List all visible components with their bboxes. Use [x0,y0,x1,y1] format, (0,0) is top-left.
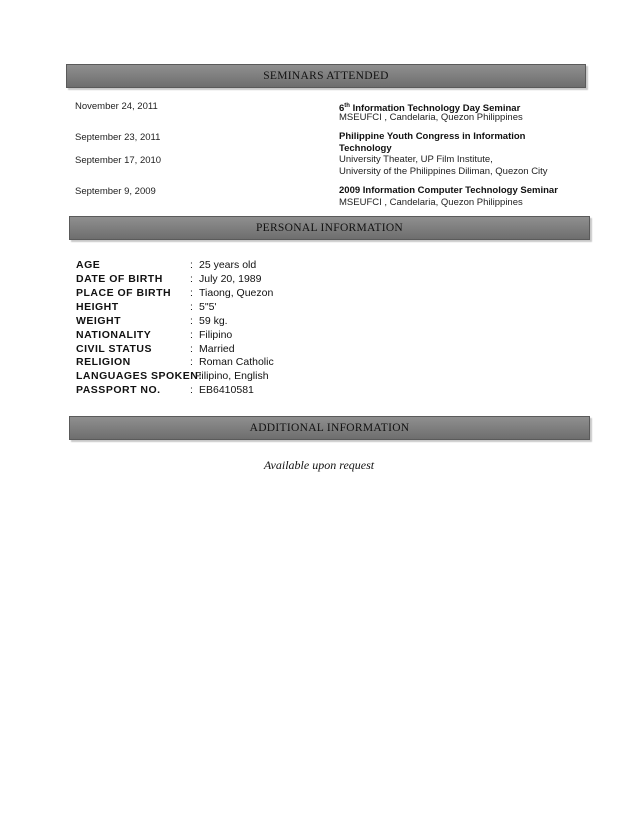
info-value: Roman Catholic [199,356,274,368]
additional-info-text: Available upon request [263,458,375,472]
info-label: PLACE OF BIRTH [76,287,172,299]
info-colon: : [190,315,193,327]
info-label: LANGUAGES SPOKEN: [76,370,203,382]
info-colon: : [190,287,193,299]
info-label: PASSPORT NO. [76,384,161,396]
personal-header-bar [69,216,590,240]
info-value: 5"5' [199,301,217,313]
additional-header-title: ADDITIONAL INFORMATION [249,422,410,434]
info-value: Married [199,343,235,355]
info-label: DATE OF BIRTH [76,273,163,285]
info-label: RELIGION [76,356,131,368]
seminar-date: September 9, 2009 [75,186,156,197]
seminar-date: September 17, 2010 [75,155,162,166]
info-colon: : [190,259,193,271]
info-colon: : [190,273,193,285]
info-label: WEIGHT [76,315,121,327]
seminar-place: MSEUFCI , Candelaria, Quezon Philippines [339,197,523,208]
seminar-title: 2009 Information Computer Technology Seminar [339,185,558,196]
personal-header-title: PERSONAL INFORMATION [255,222,404,234]
info-value: Filipino [199,329,233,341]
seminar-place: University of the Philippines Diliman, Quezon City [339,166,548,177]
info-label: AGE [76,259,101,271]
info-colon: : [190,329,193,341]
info-label: NATIONALITY [76,329,152,341]
additional-header-bar [69,416,590,440]
info-label: CIVIL STATUS [76,343,153,355]
seminars-header-title: SEMINARS ATTENDED [263,70,389,82]
info-colon: : [190,356,193,368]
seminar-place: MSEUFCI , Candelaria, Quezon Philippines [339,112,523,123]
seminar-date: September 23, 2011 [75,132,161,143]
seminar-title: Philippine Youth Congress in Information Technology [339,131,526,154]
info-colon: : [190,301,193,313]
seminar-title: 6th Information Technology Day Seminar [339,103,521,115]
info-colon: : [190,384,193,396]
seminar-date: November 24, 2011 [75,101,158,112]
info-label: HEIGHT [76,301,119,313]
info-colon: : [190,343,193,355]
seminars-header-bar [66,64,586,88]
seminar-place: University Theater, UP Film Institute, [339,154,493,165]
info-value: Filipino, English [195,370,269,382]
info-value: 25 years old [199,259,257,271]
info-value: EB6410581 [199,384,254,396]
info-value: 59 kg. [199,315,228,327]
info-value: Tiaong, Quezon [199,287,274,299]
info-value: July 20, 1989 [199,273,262,285]
